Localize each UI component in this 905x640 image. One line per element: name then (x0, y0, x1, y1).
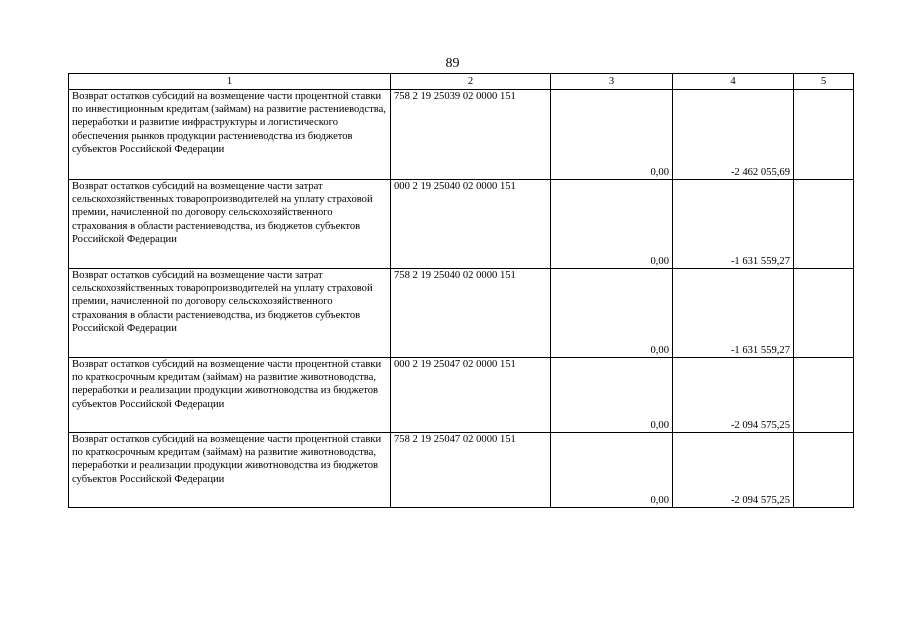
row-col3: 0,00 (551, 180, 673, 269)
row-col4: -2 094 575,25 (673, 433, 794, 508)
row-col3: 0,00 (551, 269, 673, 358)
header-col-2: 2 (391, 74, 551, 90)
row-name: Возврат остатков субсидий на возмещение части процентной ставки по инвестиционным кредитам (займам) на развитие растениеводства, переработки и развитие инфраструктуры и логистического обеспечения рынков продукции растениеводства из бюджетов субъектов Российской Федерации (69, 90, 391, 180)
row-col3: 0,00 (551, 90, 673, 180)
row-code: 758 2 19 25040 02 0000 151 (391, 269, 551, 358)
table-row (69, 269, 854, 358)
table-row (69, 90, 854, 180)
row-code: 758 2 19 25039 02 0000 151 (391, 90, 551, 180)
header-col-1: 1 (69, 74, 391, 90)
header-col-3: 3 (551, 74, 673, 90)
page-number: 89 (445, 56, 460, 71)
row-col5 (794, 180, 854, 269)
row-col5 (794, 358, 854, 433)
table-row (69, 358, 854, 433)
header-col-4: 4 (673, 74, 794, 90)
row-name: Возврат остатков субсидий на возмещение части процентной ставки по краткосрочным кредитам (займам) на развитие животноводства, переработки и реализации продукции животноводства из бюджетов субъектов Российской Федерации (69, 433, 391, 508)
header-col-5: 5 (794, 74, 854, 90)
row-name: Возврат остатков субсидий на возмещение части процентной ставки по краткосрочным кредитам (займам) на развитие животноводства, переработки и реализации продукции животноводства из бюджетов субъектов Российской Федерации (69, 358, 391, 433)
row-name: Возврат остатков субсидий на возмещение части затрат сельскохозяйственных товаропроизводителей на уплату страховой премии, начисленной по договору сельскохозяйственного страхования в области растениеводства, из бюджетов субъектов Российской Федерации (69, 180, 391, 269)
table-header-row (69, 74, 854, 90)
row-col5 (794, 433, 854, 508)
row-col4: -2 462 055,69 (673, 90, 794, 180)
row-code: 758 2 19 25047 02 0000 151 (391, 433, 551, 508)
row-col4: -2 094 575,25 (673, 358, 794, 433)
row-name: Возврат остатков субсидий на возмещение части затрат сельскохозяйственных товаропроизводителей на уплату страховой премии, начисленной по договору сельскохозяйственного страхования в области растениеводства, из бюджетов субъектов Российской Федерации (69, 269, 391, 358)
row-col4: -1 631 559,27 (673, 180, 794, 269)
row-col4: -1 631 559,27 (673, 269, 794, 358)
row-col3: 0,00 (551, 358, 673, 433)
row-col5 (794, 90, 854, 180)
table-row (69, 180, 854, 269)
row-col5 (794, 269, 854, 358)
table-row (69, 433, 854, 508)
budget-table (68, 73, 854, 508)
row-code: 000 2 19 25040 02 0000 151 (391, 180, 551, 269)
row-col3: 0,00 (551, 433, 673, 508)
row-code: 000 2 19 25047 02 0000 151 (391, 358, 551, 433)
